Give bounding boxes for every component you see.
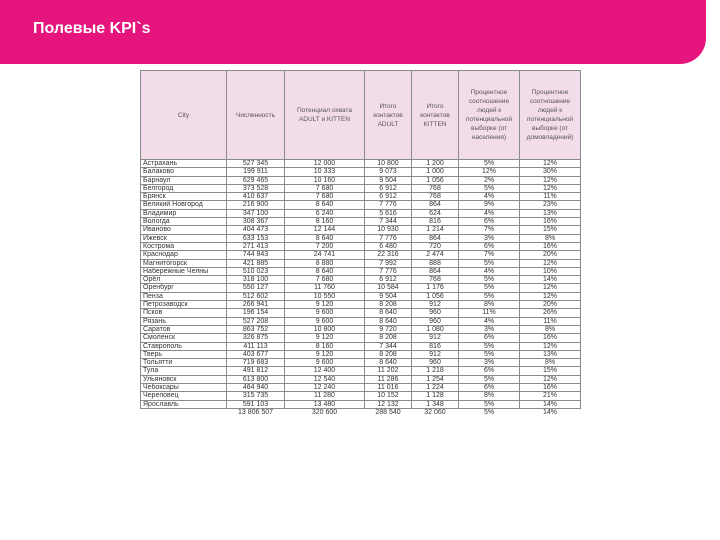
value-cell: 5% <box>459 342 520 350</box>
column-header: Численность <box>227 71 285 160</box>
value-cell: 3% <box>459 359 520 367</box>
value-cell: 216 900 <box>227 201 285 209</box>
value-cell: 12% <box>520 160 581 168</box>
table-row <box>141 375 581 383</box>
value-cell: 9 600 <box>285 317 365 325</box>
value-cell: 6% <box>459 384 520 392</box>
value-cell: 9 120 <box>285 334 365 342</box>
value-cell: 7 200 <box>285 242 365 250</box>
value-cell: 816 <box>412 218 459 226</box>
column-header: Потенциал охвата ADULT и KITTEN <box>285 71 365 160</box>
value-cell: 8% <box>459 392 520 400</box>
value-cell: 1 348 <box>412 400 459 408</box>
value-cell: 8 640 <box>285 234 365 242</box>
value-cell: 9 504 <box>365 292 412 300</box>
value-cell: 888 <box>412 259 459 267</box>
city-cell: Орёл <box>141 276 227 284</box>
value-cell: 6 240 <box>285 209 365 217</box>
value-cell: 6 912 <box>365 184 412 192</box>
value-cell: 863 752 <box>227 325 285 333</box>
table-row <box>141 284 581 292</box>
value-cell: 9 600 <box>285 309 365 317</box>
value-cell: 6 480 <box>365 242 412 250</box>
city-cell: Балаково <box>141 168 227 176</box>
city-cell: Ставрополь <box>141 342 227 350</box>
value-cell: 11% <box>459 309 520 317</box>
value-cell: 5% <box>459 276 520 284</box>
value-cell: 1 080 <box>412 325 459 333</box>
value-cell: 527 345 <box>227 160 285 168</box>
value-cell: 4% <box>459 317 520 325</box>
value-cell: 1 218 <box>412 367 459 375</box>
table-row <box>141 160 581 168</box>
city-cell: Пенза <box>141 292 227 300</box>
value-cell: 12% <box>459 168 520 176</box>
value-cell: 2 474 <box>412 251 459 259</box>
table-row <box>141 193 581 201</box>
table-row <box>141 242 581 250</box>
value-cell: 550 127 <box>227 284 285 292</box>
city-cell: Ижевск <box>141 234 227 242</box>
table-row <box>141 226 581 234</box>
value-cell: 8 208 <box>365 301 412 309</box>
table-header-row <box>141 71 581 160</box>
value-cell: 13 480 <box>285 400 365 408</box>
value-cell: 633 153 <box>227 234 285 242</box>
value-cell: 403 677 <box>227 350 285 358</box>
value-cell: 527 208 <box>227 317 285 325</box>
city-cell: Брянск <box>141 193 227 201</box>
value-cell: 26% <box>520 309 581 317</box>
value-cell: 8 640 <box>365 309 412 317</box>
value-cell: 912 <box>412 350 459 358</box>
city-cell: Оренбург <box>141 284 227 292</box>
city-cell: Вологда <box>141 218 227 226</box>
value-cell: 6% <box>459 218 520 226</box>
value-cell: 864 <box>412 234 459 242</box>
value-cell: 3% <box>459 234 520 242</box>
value-cell: 8 640 <box>365 317 412 325</box>
column-header: Процентное соотношение людей к потенциальной выборке (от населения) <box>459 71 520 160</box>
value-cell: 9% <box>459 201 520 209</box>
city-cell: Кострома <box>141 242 227 250</box>
value-cell: 624 <box>412 209 459 217</box>
value-cell: 8 208 <box>365 350 412 358</box>
city-cell: Владимир <box>141 209 227 217</box>
value-cell: 613 800 <box>227 375 285 383</box>
value-cell: 8 160 <box>285 342 365 350</box>
value-cell: 12 400 <box>285 367 365 375</box>
table-row <box>141 176 581 184</box>
value-cell: 9 073 <box>365 168 412 176</box>
value-cell: 12% <box>520 342 581 350</box>
total-cell: 288 540 <box>375 408 401 416</box>
value-cell: 7 344 <box>365 218 412 226</box>
total-cell <box>141 408 227 417</box>
table-row <box>141 334 581 342</box>
column-header: Итого контактов KITTEN <box>412 71 459 160</box>
table-row <box>141 292 581 300</box>
page-title: Полевые KPI`s <box>33 20 151 37</box>
value-cell: 9 120 <box>285 350 365 358</box>
city-cell: Ярославль <box>141 400 227 408</box>
value-cell: 421 885 <box>227 259 285 267</box>
value-cell: 8% <box>459 301 520 309</box>
value-cell: 16% <box>520 384 581 392</box>
value-cell: 14% <box>520 400 581 408</box>
value-cell: 8 640 <box>285 201 365 209</box>
city-cell: Саратов <box>141 325 227 333</box>
value-cell: 24 741 <box>285 251 365 259</box>
value-cell: 7 680 <box>285 193 365 201</box>
value-cell: 7 776 <box>365 267 412 275</box>
value-cell: 960 <box>412 309 459 317</box>
value-cell: 11 280 <box>285 392 365 400</box>
table-row <box>141 317 581 325</box>
total-cell: 5% <box>483 408 495 416</box>
value-cell: 6% <box>459 242 520 250</box>
value-cell: 6 912 <box>365 276 412 284</box>
value-cell: 1 128 <box>412 392 459 400</box>
value-cell: 1 056 <box>412 176 459 184</box>
table-row <box>141 234 581 242</box>
value-cell: 13% <box>520 209 581 217</box>
value-cell: 11 016 <box>365 384 412 392</box>
table-row <box>141 218 581 226</box>
value-cell: 719 683 <box>227 359 285 367</box>
value-cell: 7% <box>459 251 520 259</box>
value-cell: 7 680 <box>285 276 365 284</box>
value-cell: 7 344 <box>365 342 412 350</box>
city-cell: Рязань <box>141 317 227 325</box>
value-cell: 199 911 <box>227 168 285 176</box>
value-cell: 326 875 <box>227 334 285 342</box>
value-cell: 5% <box>459 184 520 192</box>
value-cell: 10 152 <box>365 392 412 400</box>
value-cell: 768 <box>412 276 459 284</box>
city-cell: Чебоксары <box>141 384 227 392</box>
value-cell: 11 202 <box>365 367 412 375</box>
kpi-table <box>140 70 581 417</box>
value-cell: 12 000 <box>285 160 365 168</box>
table-row <box>141 309 581 317</box>
value-cell: 9 504 <box>365 176 412 184</box>
table-row <box>141 301 581 309</box>
table-row <box>141 359 581 367</box>
column-header: Итого контактов ADULT <box>365 71 412 160</box>
value-cell: 8% <box>520 234 581 242</box>
value-cell: 8% <box>520 325 581 333</box>
value-cell: 12 132 <box>365 400 412 408</box>
value-cell: 8 880 <box>285 259 365 267</box>
city-cell: Тверь <box>141 350 227 358</box>
value-cell: 9 120 <box>285 301 365 309</box>
value-cell: 9 600 <box>285 359 365 367</box>
city-cell: Смоленск <box>141 334 227 342</box>
value-cell: 1 224 <box>412 384 459 392</box>
city-cell: Астрахань <box>141 160 227 168</box>
table-row <box>141 276 581 284</box>
table-body <box>141 160 581 409</box>
value-cell: 16% <box>520 242 581 250</box>
total-cell: 14% <box>542 408 557 416</box>
value-cell: 20% <box>520 251 581 259</box>
value-cell: 512 602 <box>227 292 285 300</box>
value-cell: 6% <box>459 334 520 342</box>
city-cell: Ульяновск <box>141 375 227 383</box>
table-row <box>141 392 581 400</box>
table-row <box>141 325 581 333</box>
city-cell: Магнитогорск <box>141 259 227 267</box>
column-header: Процентное соотношение людей к потенциальной выборке (от домовладений) <box>520 71 581 160</box>
value-cell: 768 <box>412 184 459 192</box>
city-cell: Псков <box>141 309 227 317</box>
value-cell: 1 200 <box>412 160 459 168</box>
value-cell: 4% <box>459 193 520 201</box>
value-cell: 1 056 <box>412 292 459 300</box>
city-cell: Великий Новгород <box>141 201 227 209</box>
total-cell: 13 806 507 <box>237 408 274 416</box>
value-cell: 10 333 <box>285 168 365 176</box>
column-header: City <box>141 71 227 160</box>
value-cell: 720 <box>412 242 459 250</box>
value-cell: 411 113 <box>227 342 285 350</box>
value-cell: 11 760 <box>285 284 365 292</box>
table-row <box>141 168 581 176</box>
value-cell: 7 776 <box>365 234 412 242</box>
value-cell: 5% <box>459 400 520 408</box>
value-cell: 271 413 <box>227 242 285 250</box>
value-cell: 7% <box>459 226 520 234</box>
value-cell: 14% <box>520 276 581 284</box>
value-cell: 864 <box>412 267 459 275</box>
city-cell: Тула <box>141 367 227 375</box>
table-row <box>141 367 581 375</box>
table-row <box>141 201 581 209</box>
value-cell: 6% <box>459 367 520 375</box>
value-cell: 491 812 <box>227 367 285 375</box>
city-cell: Петрозаводск <box>141 301 227 309</box>
value-cell: 21% <box>520 392 581 400</box>
value-cell: 8 640 <box>285 267 365 275</box>
value-cell: 22 316 <box>365 251 412 259</box>
value-cell: 912 <box>412 334 459 342</box>
value-cell: 464 940 <box>227 384 285 392</box>
city-cell: Набережные Челны <box>141 267 227 275</box>
value-cell: 960 <box>412 317 459 325</box>
value-cell: 1 176 <box>412 284 459 292</box>
city-cell: Белгород <box>141 184 227 192</box>
value-cell: 12 144 <box>285 226 365 234</box>
value-cell: 10 550 <box>285 292 365 300</box>
city-cell: Иваново <box>141 226 227 234</box>
value-cell: 7 680 <box>285 184 365 192</box>
value-cell: 12% <box>520 375 581 383</box>
table-row <box>141 259 581 267</box>
value-cell: 5% <box>459 375 520 383</box>
value-cell: 10 800 <box>285 325 365 333</box>
value-cell: 12 540 <box>285 375 365 383</box>
value-cell: 7 992 <box>365 259 412 267</box>
value-cell: 11% <box>520 193 581 201</box>
value-cell: 10% <box>520 267 581 275</box>
value-cell: 12% <box>520 284 581 292</box>
value-cell: 30% <box>520 168 581 176</box>
value-cell: 15% <box>520 226 581 234</box>
value-cell: 8% <box>520 359 581 367</box>
table-totals-row <box>141 408 581 417</box>
value-cell: 5% <box>459 350 520 358</box>
value-cell: 816 <box>412 342 459 350</box>
value-cell: 5% <box>459 292 520 300</box>
city-cell: Тольятти <box>141 359 227 367</box>
value-cell: 12% <box>520 292 581 300</box>
table-row <box>141 350 581 358</box>
value-cell: 7 776 <box>365 201 412 209</box>
value-cell: 315 735 <box>227 392 285 400</box>
total-cell: 32 060 <box>424 408 446 416</box>
value-cell: 12 240 <box>285 384 365 392</box>
table-row <box>141 184 581 192</box>
value-cell: 6 912 <box>365 193 412 201</box>
value-cell: 318 100 <box>227 276 285 284</box>
value-cell: 8 640 <box>365 359 412 367</box>
value-cell: 10 930 <box>365 226 412 234</box>
value-cell: 744 843 <box>227 251 285 259</box>
value-cell: 266 941 <box>227 301 285 309</box>
value-cell: 1 254 <box>412 375 459 383</box>
value-cell: 1 000 <box>412 168 459 176</box>
value-cell: 10 800 <box>365 160 412 168</box>
value-cell: 347 100 <box>227 209 285 217</box>
table-row <box>141 267 581 275</box>
value-cell: 11% <box>520 317 581 325</box>
title-banner <box>0 0 706 64</box>
value-cell: 510 023 <box>227 267 285 275</box>
value-cell: 16% <box>520 334 581 342</box>
city-cell: Краснодар <box>141 251 227 259</box>
table-row <box>141 384 581 392</box>
value-cell: 12% <box>520 176 581 184</box>
value-cell: 10 160 <box>285 176 365 184</box>
value-cell: 20% <box>520 301 581 309</box>
city-cell: Барнаул <box>141 176 227 184</box>
value-cell: 912 <box>412 301 459 309</box>
value-cell: 11 286 <box>365 375 412 383</box>
value-cell: 4% <box>459 267 520 275</box>
value-cell: 629 465 <box>227 176 285 184</box>
value-cell: 373 528 <box>227 184 285 192</box>
value-cell: 12% <box>520 184 581 192</box>
value-cell: 23% <box>520 201 581 209</box>
value-cell: 768 <box>412 193 459 201</box>
value-cell: 308 367 <box>227 218 285 226</box>
value-cell: 15% <box>520 367 581 375</box>
value-cell: 3% <box>459 325 520 333</box>
table-row <box>141 209 581 217</box>
value-cell: 13% <box>520 350 581 358</box>
value-cell: 16% <box>520 218 581 226</box>
total-cell: 320 600 <box>311 408 338 416</box>
value-cell: 5 616 <box>365 209 412 217</box>
value-cell: 410 637 <box>227 193 285 201</box>
kpi-table-container <box>140 70 580 417</box>
table-row <box>141 342 581 350</box>
value-cell: 5% <box>459 160 520 168</box>
value-cell: 10 584 <box>365 284 412 292</box>
value-cell: 2% <box>459 176 520 184</box>
value-cell: 591 103 <box>227 400 285 408</box>
table-row <box>141 400 581 408</box>
value-cell: 9 720 <box>365 325 412 333</box>
value-cell: 8 160 <box>285 218 365 226</box>
table-row <box>141 251 581 259</box>
value-cell: 5% <box>459 284 520 292</box>
value-cell: 960 <box>412 359 459 367</box>
value-cell: 8 208 <box>365 334 412 342</box>
value-cell: 4% <box>459 209 520 217</box>
value-cell: 12% <box>520 259 581 267</box>
value-cell: 196 154 <box>227 309 285 317</box>
value-cell: 1 214 <box>412 226 459 234</box>
city-cell: Череповец <box>141 392 227 400</box>
value-cell: 404 473 <box>227 226 285 234</box>
value-cell: 864 <box>412 201 459 209</box>
value-cell: 5% <box>459 259 520 267</box>
